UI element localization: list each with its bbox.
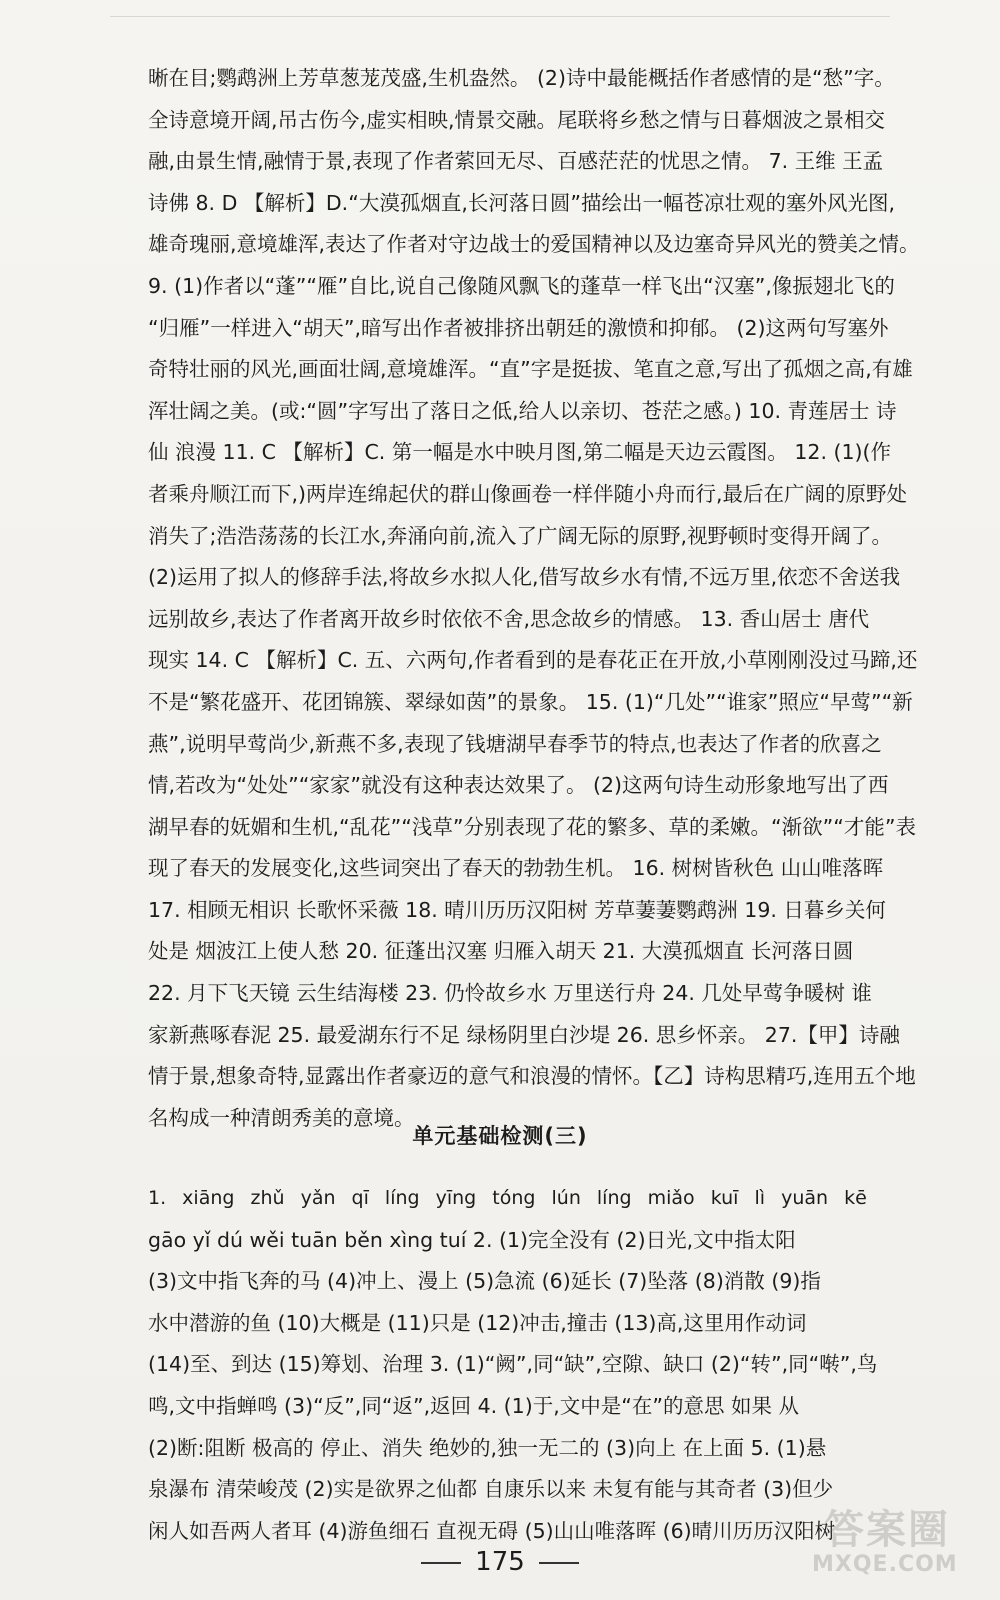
watermark-text: 答案圈	[824, 1507, 950, 1553]
section-heading: 单元基础检测(三)	[412, 1124, 588, 1148]
top-rule	[110, 16, 890, 17]
text-line: 浑壮阔之美。(或:“圆”字写出了落日之低,给人以亲切、苍茫之感。) 10. 青莲居士 诗	[148, 398, 897, 423]
pinyin-line: 1. xiāng zhǔ yǎn qī líng yīng tóng lún líng miǎo kuī lì yuān kē	[148, 1187, 867, 1209]
answers-section-1	[148, 58, 920, 1139]
text-line: 家新燕啄春泥 25. 最爱湖东行不足 绿杨阴里白沙堤 26. 思乡怀亲。 27.【甲】诗融	[148, 1022, 900, 1047]
text-line: gāo yǐ dú wěi tuān běn xìng tuí 2. (1)完全没有 (2)日光,文中指太阳	[148, 1227, 796, 1252]
text-line: 情于景,想象奇特,显露出作者豪迈的意气和浪漫的情怀。【乙】诗构思精巧,连用五个地	[148, 1064, 916, 1089]
text-line: 仙 浪漫 11. C 【解析】C. 第一幅是水中映月图,第二幅是天边云霞图。 12. (1)(作	[148, 440, 892, 465]
dash-right	[539, 1562, 579, 1564]
watermark-url: MXQE.COM	[812, 1552, 958, 1577]
text-line: 17. 相顾无相识 长歌怀采薇 18. 晴川历历汉阳树 芳草萋萋鹦鹉洲 19. 日暮乡关何	[148, 897, 886, 922]
text-line: (14)至、到达 (15)筹划、治理 3. (1)“阙”,同“缺”,空隙、缺口 (2)“转”,同“啭”,鸟	[148, 1352, 878, 1377]
text-line: 处是 烟波江上使人愁 20. 征蓬出汉塞 归雁入胡天 21. 大漠孤烟直 长河落日圆	[148, 939, 854, 964]
text-line: 燕”,说明早莺尚少,新燕不多,表现了钱塘湖早春季节的特点,也表达了作者的欣喜之	[148, 731, 882, 756]
text-line: 泉瀑布 清荣峻茂 (2)实是欲界之仙都 自康乐以来 未复有能与其奇者 (3)但少	[148, 1477, 834, 1502]
text-line: 消失了;浩浩荡荡的长江水,奔涌向前,流入了广阔无际的原野,视野顿时变得开阔了。	[148, 523, 892, 548]
text-line: 远别故乡,表达了作者离开故乡时依依不舍,思念故乡的情感。 13. 香山居士 唐代	[148, 606, 870, 631]
text-line: 9. (1)作者以“蓬”“雁”自比,说自己像随风飘飞的蓬草一样飞出“汉塞”,像振翅北飞的	[148, 273, 895, 298]
text-line: (2)运用了拟人的修辞手法,将故乡水拟人化,借写故乡水有情,不远万里,依恋不舍送我	[148, 565, 901, 590]
text-line: 闲人如吾两人者耳 (4)游鱼细石 直视无碍 (5)山山唯落晖 (6)晴川历历汉阳树	[148, 1518, 836, 1543]
answers-section-2	[148, 1178, 878, 1552]
text-line: 雄奇瑰丽,意境雄浑,表达了作者对守边战士的爱国精神以及边塞奇异风光的赞美之情。	[148, 232, 920, 257]
text-line: 融,由景生情,融情于景,表现了作者萦回无尽、百感茫茫的忧思之情。 7. 王维 王孟	[148, 149, 884, 174]
text-line: “归雁”一样进入“胡天”,暗写出作者被排挤出朝廷的激愤和抑郁。 (2)这两句写塞外	[148, 315, 889, 340]
dash-left	[421, 1562, 461, 1564]
text-line: 现了春天的发展变化,这些词突出了春天的勃勃生机。 16. 树树皆秋色 山山唯落晖	[148, 856, 884, 881]
text-line: 现实 14. C 【解析】C. 五、六两句,作者看到的是春花正在开放,小草刚刚没过马蹄,还	[148, 648, 918, 673]
page-number-value: 175	[475, 1547, 525, 1577]
text-line: (2)断:阻断 极高的 停止、消失 绝妙的,独一无二的 (3)向上 在上面 5. (1)悬	[148, 1435, 827, 1460]
text-line: 情,若改为“处处”“家家”就没有这种表达效果了。 (2)这两句诗生动形象地写出了西	[148, 773, 889, 798]
text-line: 奇特壮丽的风光,画面壮阔,意境雄浑。“直”字是挺拔、笔直之意,写出了孤烟之高,有雄	[148, 357, 913, 382]
watermark-logo	[806, 1492, 986, 1592]
text-line: 22. 月下飞天镜 云生结海楼 23. 仍怜故乡水 万里送行舟 24. 几处早莺争暖树 谁	[148, 981, 872, 1006]
text-line: (3)文中指飞奔的马 (4)冲上、漫上 (5)急流 (6)延长 (7)坠落 (8)消散 (9)指	[148, 1269, 821, 1294]
text-line: 全诗意境开阔,吊古伤今,虚实相映,情景交融。尾联将乡愁之情与日暮烟波之景相交	[148, 107, 886, 132]
text-line: 不是“繁花盛开、花团锦簇、翠绿如茵”的景象。 15. (1)“几处”“谁家”照应“早莺”“新	[148, 689, 913, 714]
text-line: 诗佛 8. D 【解析】D.“大漠孤烟直,长河落日圆”描绘出一幅苍凉壮观的塞外风光图,	[148, 190, 895, 215]
text-line: 水中潜游的鱼 (10)大概是 (11)只是 (12)冲击,撞击 (13)高,这里用作动词	[148, 1310, 807, 1335]
text-line: 鸣,文中指蝉鸣 (3)“反”,同“返”,返回 4. (1)于,文中是“在”的意思 如果 从	[148, 1393, 800, 1418]
text-line: 者乘舟顺江而下,)两岸连绵起伏的群山像画卷一样伴随小舟而行,最后在广阔的原野处	[148, 481, 908, 506]
text-line: 晰在目;鹦鹉洲上芳草葱茏茂盛,生机盎然。 (2)诗中最能概括作者感情的是“愁”字。	[148, 66, 895, 90]
text-line: 湖早春的妩媚和生机,“乱花”“浅草”分别表现了花的繁多、草的柔嫩。“渐欲”“才能”表	[148, 814, 916, 839]
text-line: 名构成一种清朗秀美的意境。	[148, 1105, 415, 1130]
